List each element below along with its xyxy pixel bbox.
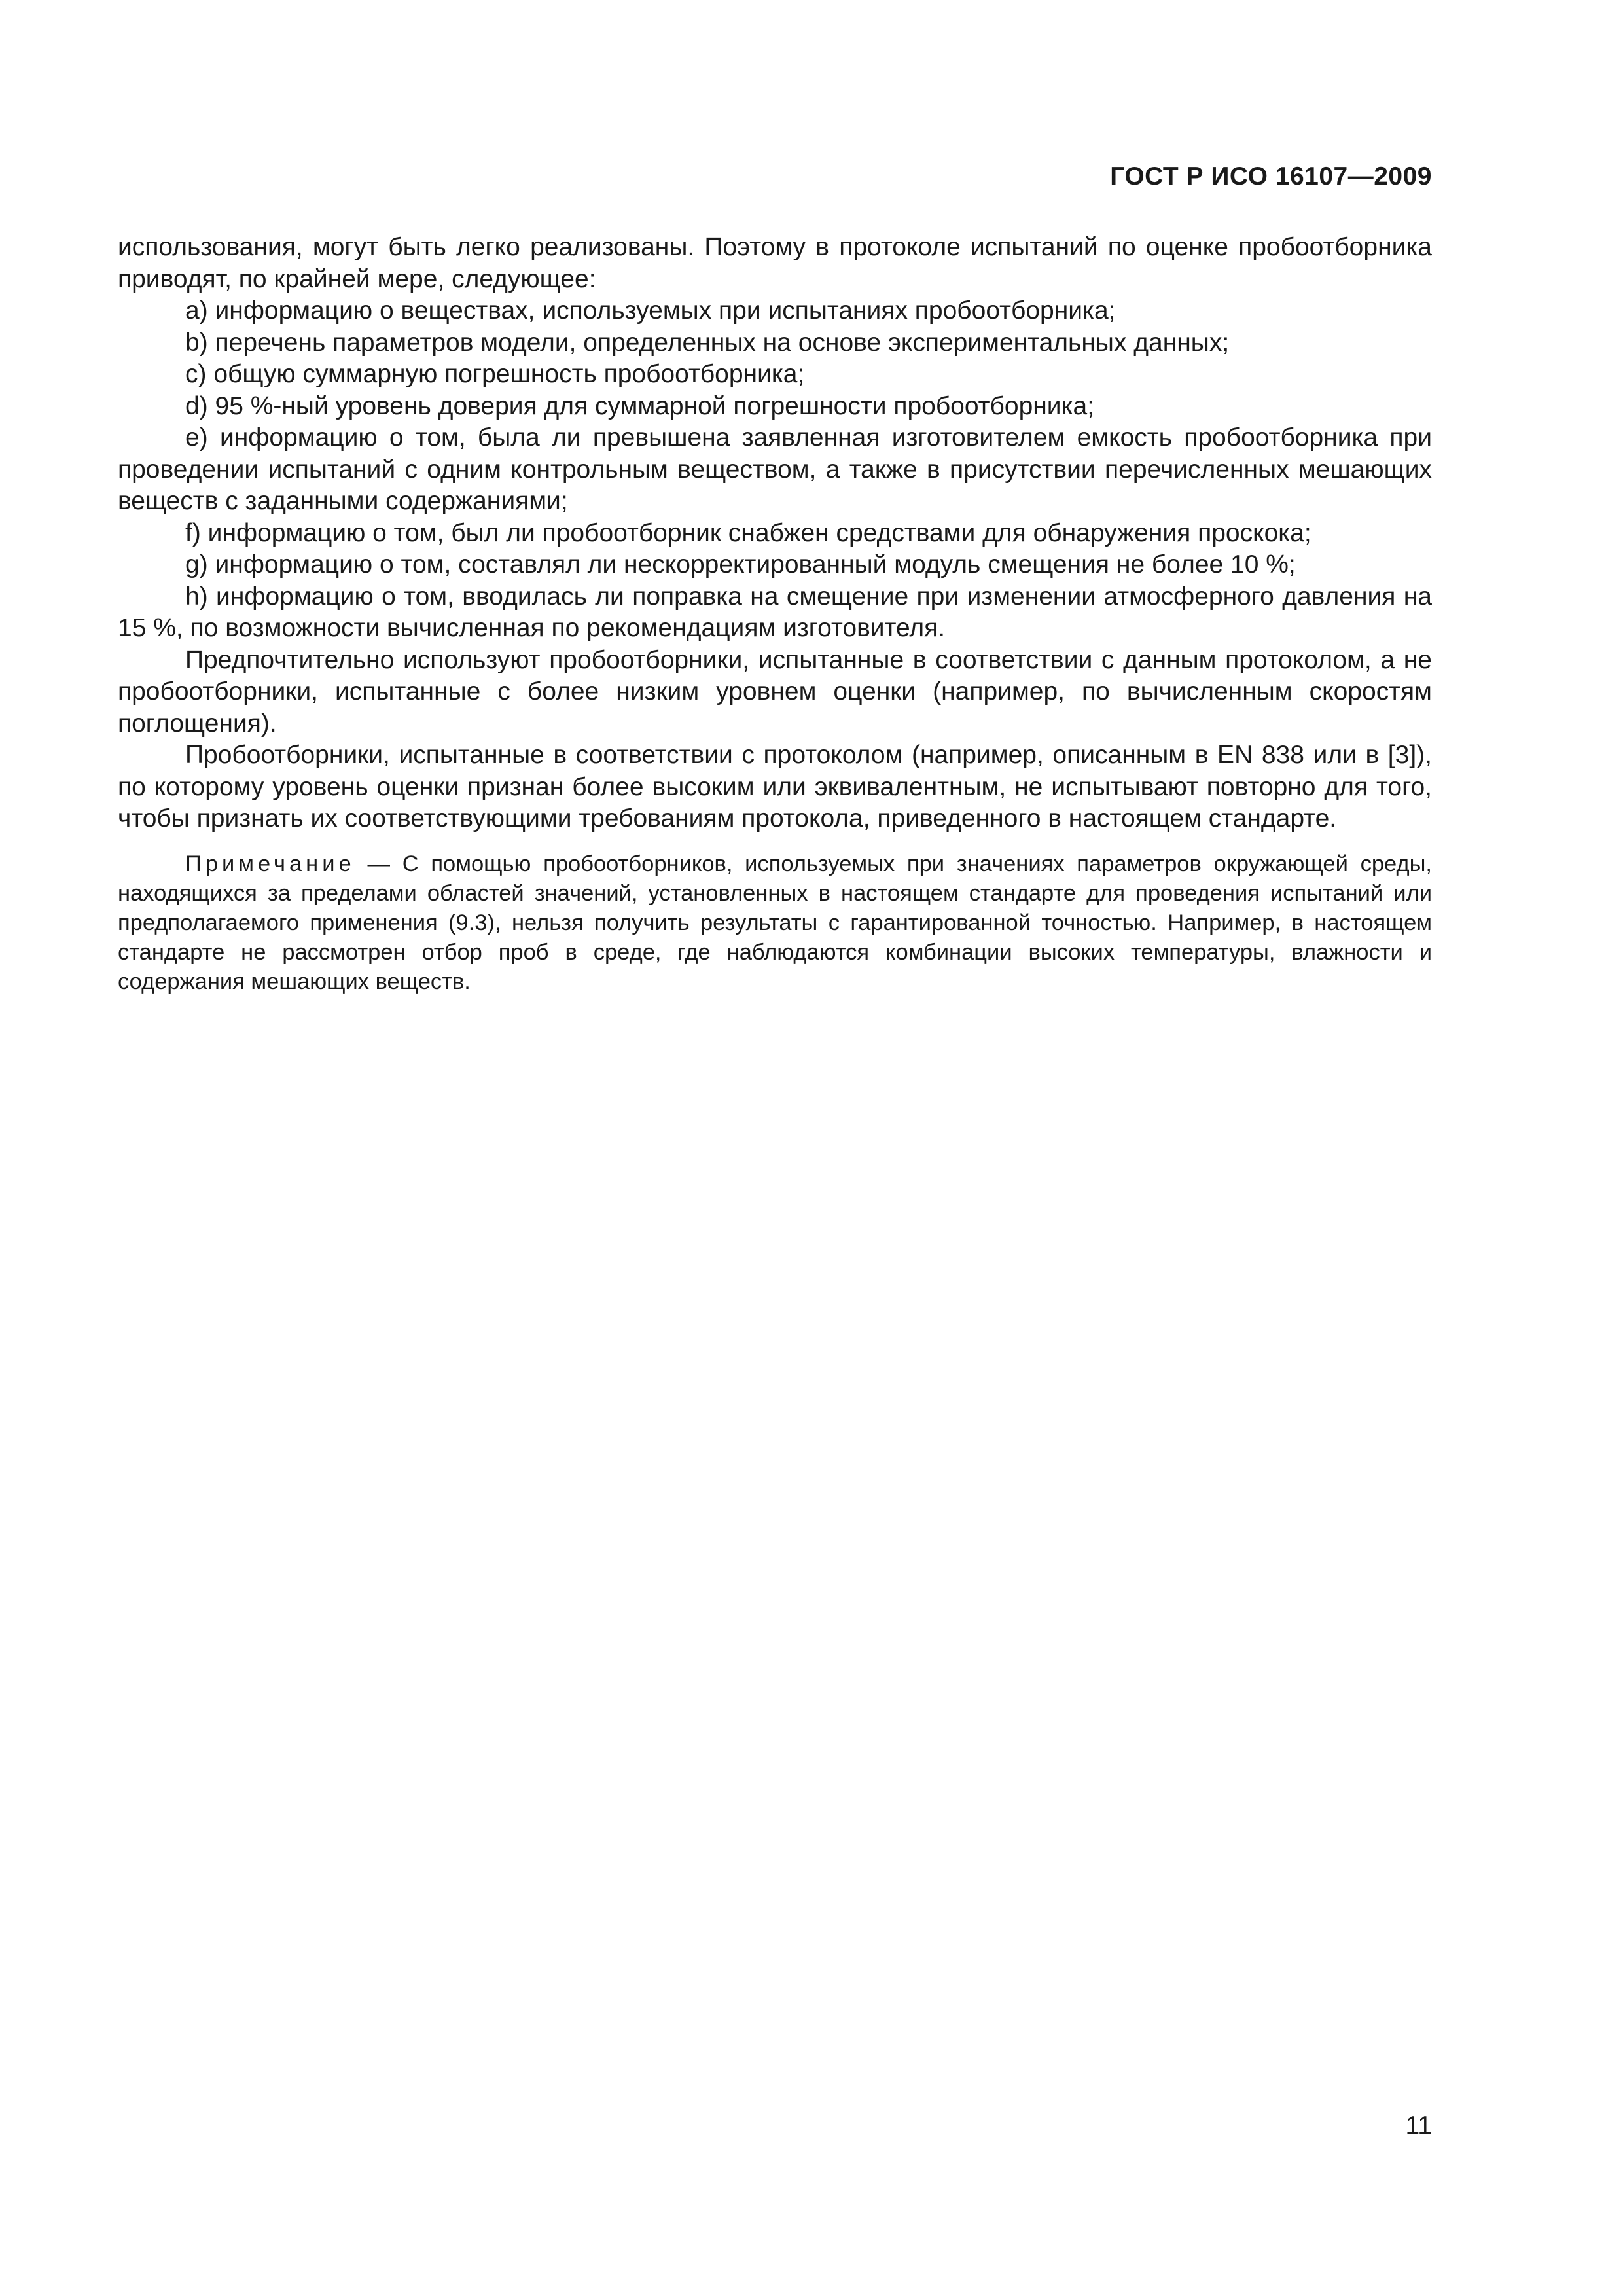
list-item-d: d) 95 %-ный уровень доверия для суммарной погрешности пробоотборника; xyxy=(185,391,1095,420)
body-paragraph-1: Предпочтительно используют пробоотборники, испытанные в соответствии с данным протоколом, а не пробоотборники, испытанные с более низким уровнем оценки (например, по вычисленным скоростям поглощения). xyxy=(118,645,1432,738)
list-item-f: f) информацию о том, был ли пробоотборник снабжен средствами для обнаружения проскока; xyxy=(185,518,1311,547)
page-number: 11 xyxy=(1405,2111,1432,2140)
body-paragraph-2: Пробоотборники, испытанные в соответствии с протоколом (например, описанным в EN 838 или в [3]), по которому уровень оценки признан более высоким или эквивалентным, не испытывают повторно для того, чтобы признать их соответствующими требованиям протокола, приведенного в настоящем стандарте. xyxy=(118,741,1432,833)
list-item-e: e) информацию о том, была ли превышена заявленная изготовителем емкость пробоотборника при проведении испытаний с одним контрольным веществом, а также в присутствии перечисленных мешающих веществ с заданными содержаниями; xyxy=(118,423,1432,515)
intro-paragraph: использования, могут быть легко реализованы. Поэтому в протоколе испытаний по оценке пробоотборника приводят, по крайней мере, следующее: xyxy=(118,233,1432,293)
note-paragraph xyxy=(118,850,1432,997)
list-item-a: a) информацию о веществах, используемых при испытаниях пробоотборника; xyxy=(185,296,1116,325)
list-item-h: h) информацию о том, вводилась ли поправка на смещение при изменении атмосферного давления на 15 %, по возможности вычисленная по рекомендациям изготовителя. xyxy=(118,582,1432,642)
note-text: — С помощью пробоотборников, используемых при значениях параметров окружающей среды, находящихся за пределами областей значений, установленных в настоящем стандарте для проведения испытаний или предполагаемого применения (9.3), нельзя получить результаты с гарантированной точностью. Например, в настоящем стандарте не рассмотрен отбор проб в среде, где наблюдаются комбинации высоких температуры, влажности и содержания мешающих веществ. xyxy=(118,851,1432,994)
list-item-c: c) общую суммарную погрешность пробоотборника; xyxy=(185,360,805,388)
list-item-g: g) информацию о том, составлял ли нескорректированный модуль смещения не более 10 %; xyxy=(185,550,1296,579)
note-label: Примечание xyxy=(185,851,355,876)
list-item-b: b) перечень параметров модели, определенных на основе экспериментальных данных; xyxy=(185,328,1230,357)
document-body xyxy=(118,232,1432,997)
document-header: ГОСТ Р ИСО 16107—2009 xyxy=(1110,162,1432,190)
